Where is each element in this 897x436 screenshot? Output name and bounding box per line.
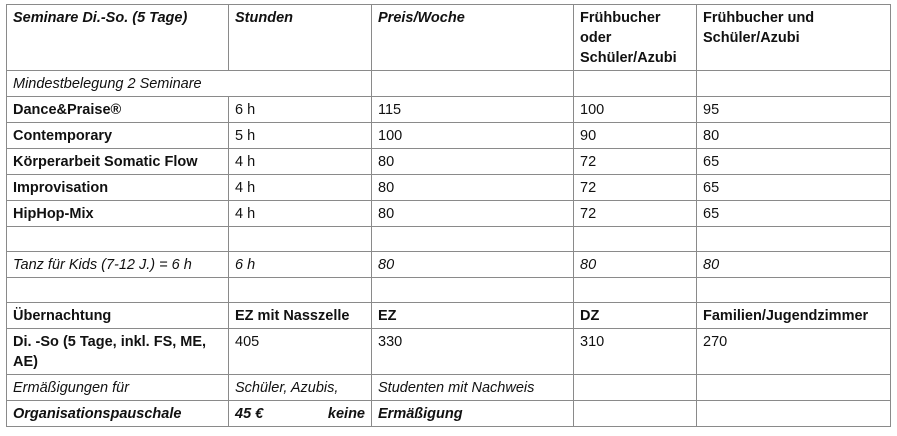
- empty-cell: [574, 278, 697, 303]
- header-fruehbucher-und: Frühbucher und Schüler/Azubi: [697, 5, 891, 71]
- empty-cell: [574, 375, 697, 401]
- course-price: 80: [372, 201, 574, 227]
- header-fruehbucher-oder: Frühbucher oder Schüler/Azubi: [574, 5, 697, 71]
- course-early-or-student: 90: [574, 123, 697, 149]
- course-row: [7, 201, 891, 227]
- accommodation-title: Übernachtung: [7, 303, 229, 329]
- course-hours: 4 h: [229, 149, 372, 175]
- discount-proof: Studenten mit Nachweis: [372, 375, 574, 401]
- accommodation-header-row: [7, 303, 891, 329]
- course-early-and-student: 95: [697, 97, 891, 123]
- course-name: Dance&Praise®: [7, 97, 229, 123]
- empty-cell: [574, 401, 697, 427]
- empty-cell: [7, 227, 229, 252]
- price-family-room: 270: [697, 329, 891, 375]
- course-early-and-student: 65: [697, 149, 891, 175]
- empty-cell: [229, 278, 372, 303]
- course-hours: 4 h: [229, 201, 372, 227]
- fee-discount: Ermäßigung: [372, 401, 574, 427]
- discount-groups: Schüler, Azubis,: [229, 375, 372, 401]
- kids-early-and-student: 80: [697, 252, 891, 278]
- empty-cell: [697, 401, 891, 427]
- min-booking-note: Mindestbelegung 2 Seminare: [7, 71, 372, 97]
- header-ez-nasszelle: EZ mit Nasszelle: [229, 303, 372, 329]
- kids-hours: 6 h: [229, 252, 372, 278]
- empty-cell: [229, 227, 372, 252]
- course-early-or-student: 72: [574, 149, 697, 175]
- empty-cell: [697, 71, 891, 97]
- empty-cell: [574, 71, 697, 97]
- empty-cell: [372, 227, 574, 252]
- course-row: [7, 149, 891, 175]
- course-early-and-student: 65: [697, 175, 891, 201]
- fee-row: [7, 401, 891, 427]
- course-row: [7, 97, 891, 123]
- empty-cell: [697, 278, 891, 303]
- kids-name: Tanz für Kids (7-12 J.) = 6 h: [7, 252, 229, 278]
- course-name: Körperarbeit Somatic Flow: [7, 149, 229, 175]
- header-preis: Preis/Woche: [372, 5, 574, 71]
- header-dz: DZ: [574, 303, 697, 329]
- header-ez: EZ: [372, 303, 574, 329]
- accommodation-row: [7, 329, 891, 375]
- fee-label: Organisationspauschale: [7, 401, 229, 427]
- accommodation-period: Di. -So (5 Tage, inkl. FS, ME, AE): [7, 329, 229, 375]
- discount-label: Ermäßigungen für: [7, 375, 229, 401]
- empty-cell: [697, 227, 891, 252]
- course-name: Contemporary: [7, 123, 229, 149]
- course-name: HipHop-Mix: [7, 201, 229, 227]
- price-table: [6, 4, 891, 427]
- spacer-row: [7, 278, 891, 303]
- kids-early-or-student: 80: [574, 252, 697, 278]
- empty-cell: [7, 278, 229, 303]
- course-early-and-student: 65: [697, 201, 891, 227]
- empty-cell: [574, 227, 697, 252]
- course-early-or-student: 72: [574, 201, 697, 227]
- header-row: [7, 5, 891, 71]
- empty-cell: [372, 71, 574, 97]
- kids-price: 80: [372, 252, 574, 278]
- empty-cell: [697, 375, 891, 401]
- spacer-row: [7, 227, 891, 252]
- note-row: [7, 71, 891, 97]
- course-early-and-student: 80: [697, 123, 891, 149]
- course-early-or-student: 100: [574, 97, 697, 123]
- course-price: 100: [372, 123, 574, 149]
- fee-no: keine: [327, 406, 365, 422]
- kids-row: [7, 252, 891, 278]
- fee-amount: 45 €: [235, 406, 264, 422]
- course-row: [7, 175, 891, 201]
- course-hours: 6 h: [229, 97, 372, 123]
- course-price: 80: [372, 175, 574, 201]
- price-dz: 310: [574, 329, 697, 375]
- course-early-or-student: 72: [574, 175, 697, 201]
- price-ez-nasszelle: 405: [229, 329, 372, 375]
- course-name: Improvisation: [7, 175, 229, 201]
- course-price: 80: [372, 149, 574, 175]
- price-ez: 330: [372, 329, 574, 375]
- header-family-room: Familien/Jugendzimmer: [697, 303, 891, 329]
- header-seminare: Seminare Di.-So. (5 Tage): [7, 5, 229, 71]
- course-hours: 5 h: [229, 123, 372, 149]
- course-price: 115: [372, 97, 574, 123]
- course-row: [7, 123, 891, 149]
- discount-row: [7, 375, 891, 401]
- empty-cell: [372, 278, 574, 303]
- header-stunden: Stunden: [229, 5, 372, 71]
- fee-cell: [229, 401, 372, 427]
- course-hours: 4 h: [229, 175, 372, 201]
